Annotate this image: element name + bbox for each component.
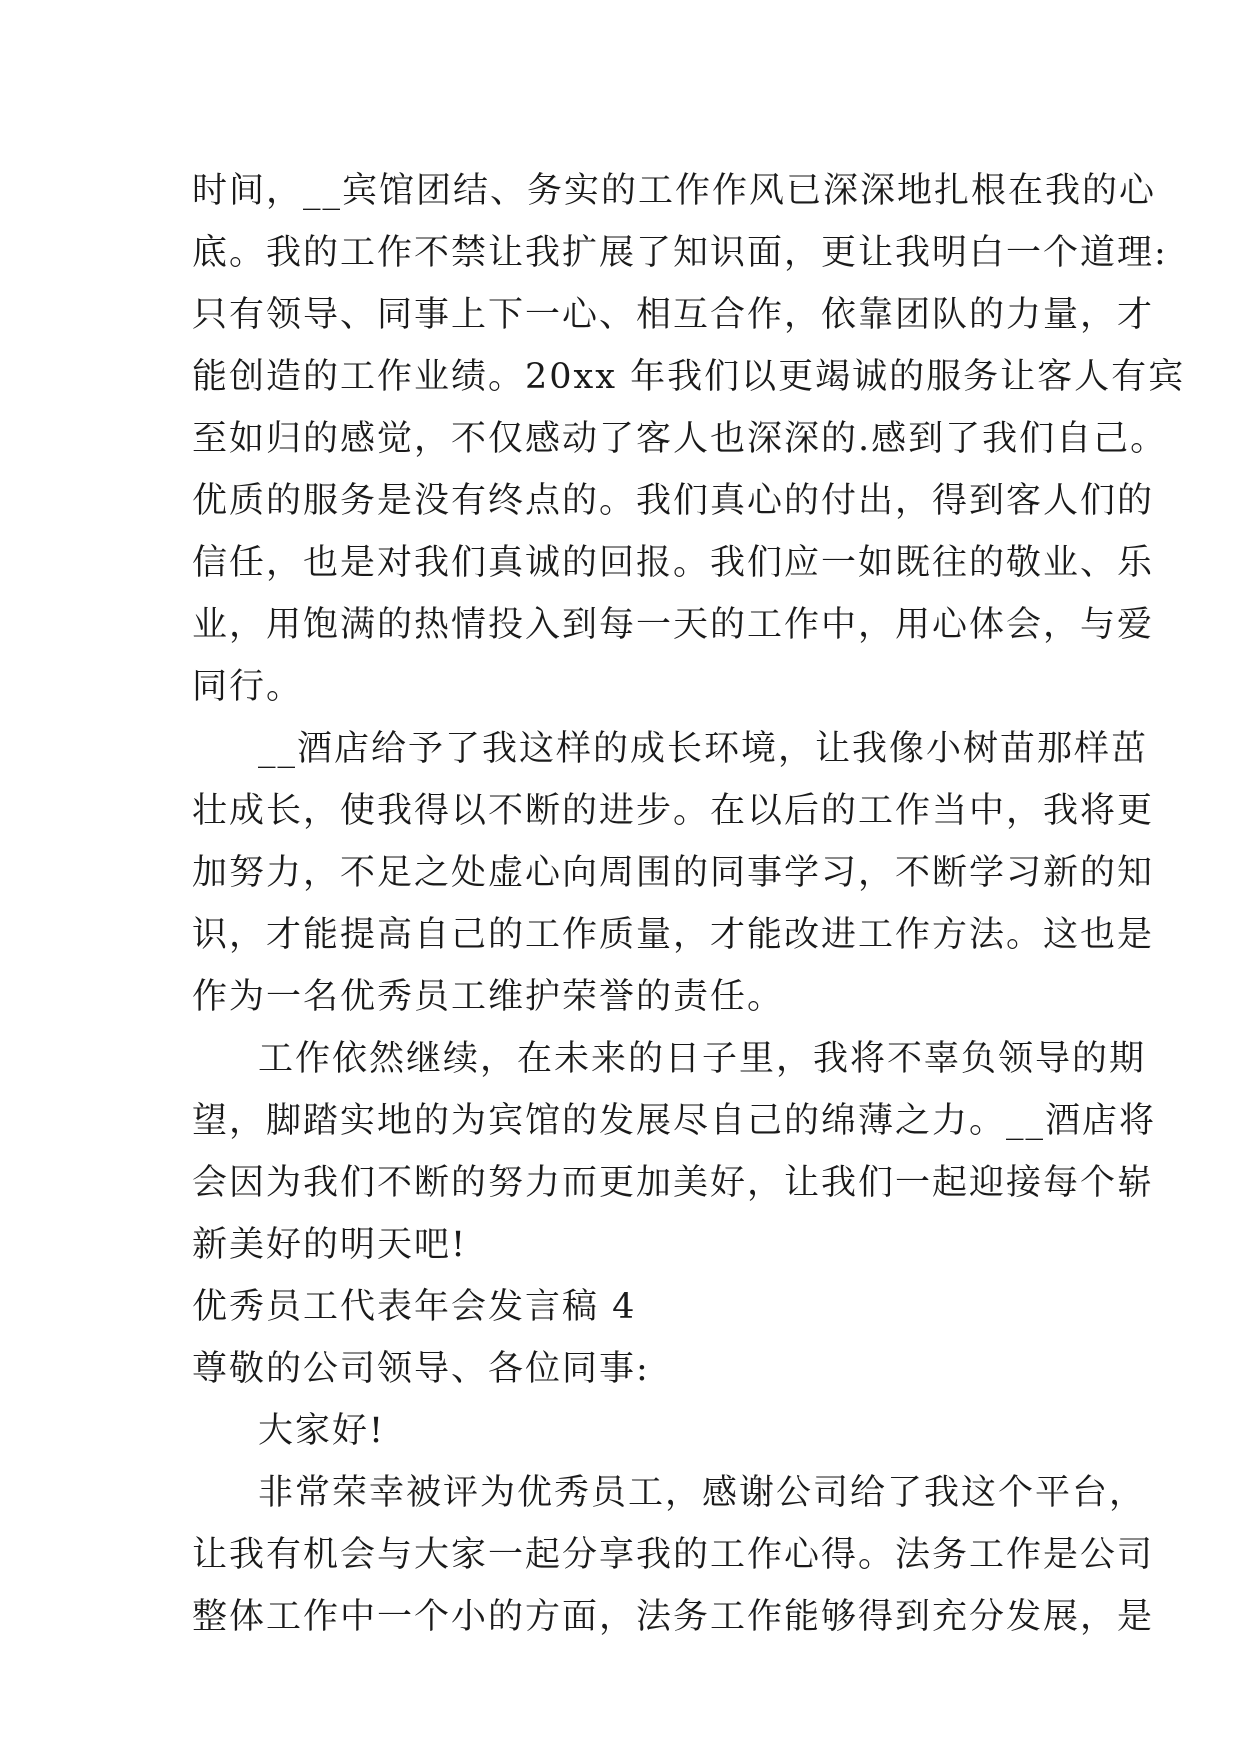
text-line: 底。我的工作不禁让我扩展了知识面，更让我明白一个道理: (192, 233, 1168, 273)
text-line: 壮成长，使我得以不断的进步。在以后的工作当中，我将更 (192, 791, 1155, 831)
text-line: 业，用饱满的热情投入到每一天的工作中，用心体会，与爱 (192, 605, 1155, 645)
text-line: 加努力，不足之处虚心向周围的同事学习，不断学习新的知 (192, 853, 1155, 893)
section-heading: 优秀员工代表年会发言稿 4 (192, 1287, 637, 1327)
paragraph-first-line: __酒店给予了我这样的成长环境，让我像小树苗那样茁 (258, 729, 1149, 769)
text-line: 时间，__宾馆团结、务实的工作作风已深深地扎根在我的心 (192, 171, 1157, 211)
text-line: 能创造的工作业绩。20xx 年我们以更竭诚的服务让客人有宾 (192, 357, 1186, 397)
document-body (192, 160, 1186, 1648)
text-line: 新美好的明天吧! (192, 1225, 468, 1265)
paragraph-first-line: 工作依然继续，在未来的日子里，我将不辜负领导的期 (258, 1039, 1147, 1079)
text-line: 识，才能提高自己的工作质量，才能改进工作方法。这也是 (192, 915, 1155, 955)
text-line: 让我有机会与大家一起分享我的工作心得。法务工作是公司 (192, 1535, 1155, 1575)
text-line: 至如归的感觉，不仅感动了客人也深深的.感到了我们自己。 (192, 419, 1168, 459)
text-line: 望，脚踏实地的为宾馆的发展尽自己的绵薄之力。__酒店将 (192, 1101, 1157, 1141)
text-line: 信任，也是对我们真诚的回报。我们应一如既往的敬业、乐 (192, 543, 1155, 583)
text-line: 优质的服务是没有终点的。我们真心的付出，得到客人们的 (192, 481, 1155, 521)
greeting: 大家好! (258, 1411, 386, 1451)
paragraph-first-line: 非常荣幸被评为优秀员工，感谢公司给了我这个平台， (258, 1473, 1147, 1513)
salutation: 尊敬的公司领导、各位同事: (192, 1349, 650, 1389)
text-line: 作为一名优秀员工维护荣誉的责任。 (192, 977, 785, 1017)
text-line: 会因为我们不断的努力而更加美好，让我们一起迎接每个崭 (192, 1163, 1155, 1203)
text-line: 整体工作中一个小的方面，法务工作能够得到充分发展，是 (192, 1597, 1155, 1637)
text-line: 只有领导、同事上下一心、相互合作，依靠团队的力量，才 (192, 295, 1155, 335)
text-line: 同行。 (192, 667, 304, 707)
